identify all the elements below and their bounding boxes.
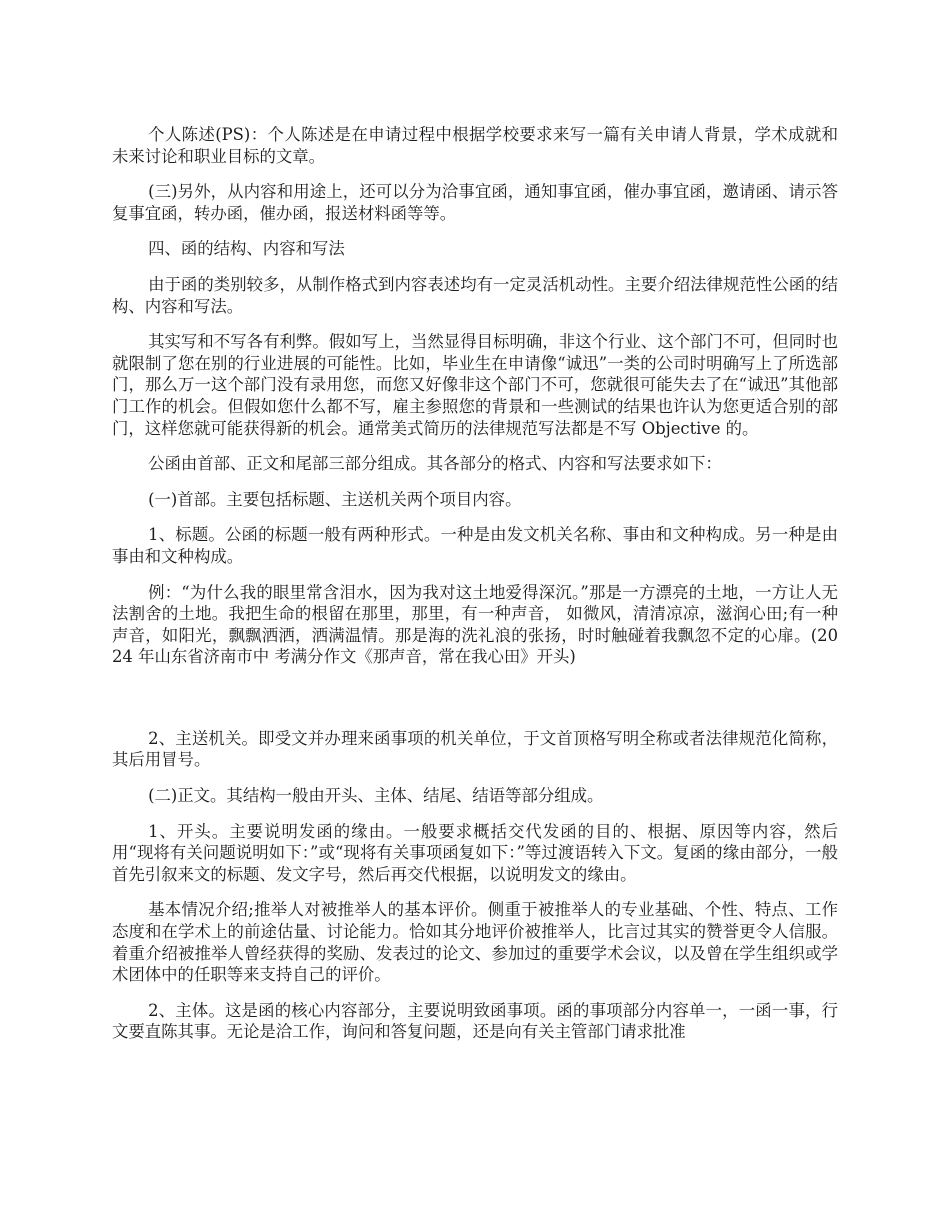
paragraph-opening: 1、开头。主要说明发函的缘由。一般要求概括交代发函的目的、根据、原因等内容，然后用“现将有关问题说明如下：”或“现将有关事项函复如下：”等过渡语转入下文。复函的缘由部分，一般首先引叙来文的标题、发文字号，然后再交代根据，以说明发文的缘由。 bbox=[112, 821, 838, 884]
paragraph-body-section: (二)正文。其结构一般由开头、主体、结尾、结语等部分组成。 bbox=[148, 786, 604, 806]
paragraph-letter-types: (三)另外，从内容和用途上，还可以分为洽事宜函，通知事宜函，催办事宜函，邀请函、请示答复事宜函，转办函，催办函，报送材料函等等。 bbox=[112, 182, 838, 223]
paragraph-objective: 其实写和不写各有利弊。假如写上，当然显得目标明确，非这个行业、这个部门不可，但同时也就限制了您在别的行业进展的可能性。比如，毕业生在申请像“诚迅”一类的公司时明确写上了所选部门，那么万一这个部门没有录用您，而您又好像非这个部门不可，您就很可能失去了在“诚迅”其他部门工作的机会。但假如您什么都不写，雇主参照您的背景和一些测试的结果也许认为您更适合别的部门，这样您就可能获得新的机会。通常美式简历的法律规范写法都是不写 Objective 的。 bbox=[112, 332, 838, 438]
paragraph-recommendation: 基本情况介绍;推举人对被推举人的基本评价。侧重于被推举人的专业基础、个性、特点、工作态度和在学术上的前途估量、讨论能力。恰如其分地评价被推举人，比言过其实的赞誉更令人信服。着重介绍被推举人曾经获得的奖励、发表过的论文、参加过的重要学术会议，以及曾在学生组织或学术团体中的任职等来支持自己的评价。 bbox=[112, 900, 838, 985]
paragraph-composition: 公函由首部、正文和尾部三部分组成。其各部分的格式、内容和写法要求如下： bbox=[148, 454, 722, 474]
paragraph-title-forms: 1、标题。公函的标题一般有两种形式。一种是由发文机关名称、事由和文种构成。另一种是由事由和文种构成。 bbox=[112, 525, 838, 566]
document-page bbox=[112, 124, 838, 1057]
paragraph-header-section: (一)首部。主要包括标题、主送机关两个项目内容。 bbox=[148, 489, 522, 509]
paragraph-recipient: 2、主送机关。即受文并办理来函事项的机关单位，于文首顶格写明全称或者法律规范化简称，其后用冒号。 bbox=[112, 728, 838, 770]
paragraph-personal-statement: 个人陈述(PS)：个人陈述是在申请过程中根据学校要求来写一篇有关申请人背景，学术成就和未来讨论和职业目标的文章。 bbox=[112, 125, 838, 166]
paragraph-main-body: 2、主体。这是函的核心内容部分，主要说明致函事项。函的事项部分内容单一，一函一事，行文要直陈其事。无论是洽工作，询问和答复问题，还是向有关主管部门请求批准 bbox=[112, 1000, 838, 1042]
section-heading-structure: 四、函的结构、内容和写法 bbox=[148, 239, 345, 259]
paragraph-example-essay: 例：“为什么我的眼里常含泪水，因为我对这土地爱得深沉。”那是一方漂亮的土地，一方让人无法割舍的土地。我把生命的根留在那里，那里，有一种声音， 如微风，清清凉凉，滋润心田;有一种声音，如阳光，飘飘洒洒，洒满温情。那是海的洗礼浪的张扬，时时触碰着我飘忽不定的心扉。(2024 年山东省济南市中 考满分作文《那声音，常在我心田》开头) bbox=[112, 582, 838, 667]
paragraph-flexibility: 由于函的类别较多，从制作格式到内容表述均有一定灵活机动性。主要介绍法律规范性公函的结构、内容和写法。 bbox=[112, 274, 838, 316]
